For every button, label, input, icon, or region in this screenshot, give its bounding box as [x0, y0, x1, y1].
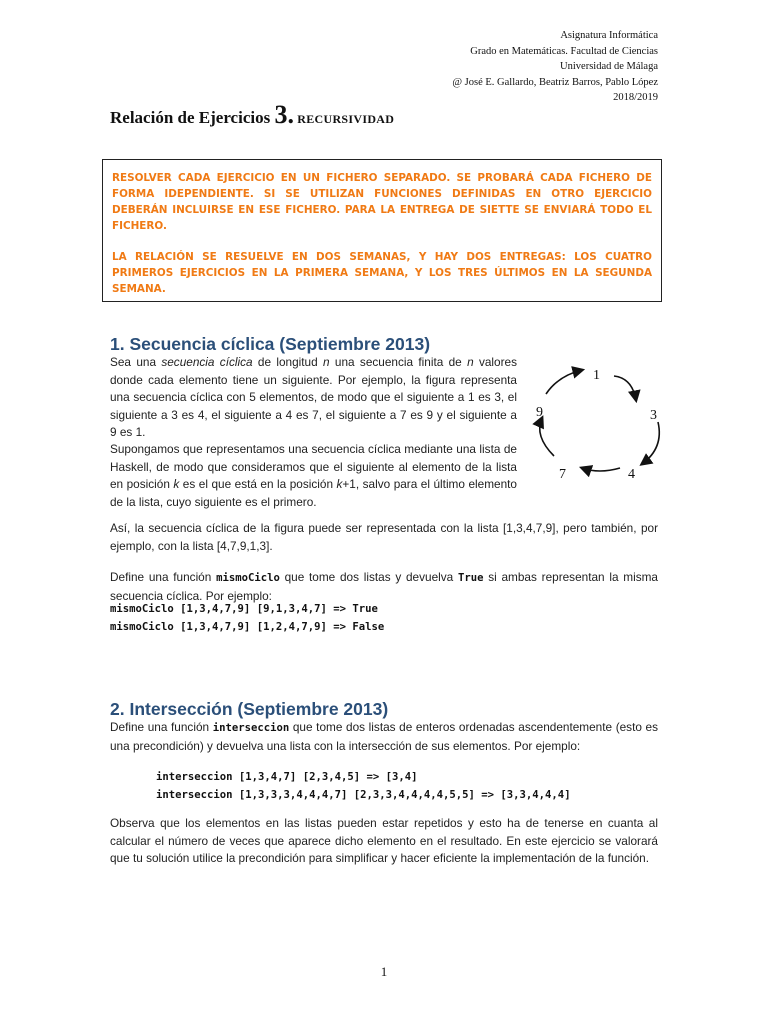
term-italic: secuencia cíclica — [161, 355, 253, 369]
cyclic-sequence-diagram — [524, 356, 674, 496]
header-authors: @ José E. Gallardo, Beatriz Barros, Pablo López — [452, 76, 658, 88]
title-subtitle: RECURSIVIDAD — [293, 112, 395, 126]
instructions-paragraph-1: RESOLVER CADA EJERCICIO EN UN FICHERO SEPARADO. SE PROBARÁ CADA FICHERO DE FORMA IDEPENDIENTE. SI SE UTILIZAN FUNCIONES DEFINIDAS EN OTRO EJERCICIO DEBERÁN INCLUIRSE EN ESE FICHERO. PARA LA ENTREGA DE SIETTE SE ENVIARÁ TODO EL FICHERO. — [112, 172, 652, 232]
header-year: 2018/2019 — [613, 92, 658, 103]
inline-code: True — [457, 572, 484, 584]
var-italic: n — [467, 355, 474, 369]
node-7: 7 — [559, 467, 566, 482]
node-1: 1 — [593, 368, 600, 383]
instructions-paragraph-2: LA RELACIÓN SE RESUELVE EN DOS SEMANAS, Y HAY DOS ENTREGAS: LOS CUATRO PRIMEROS EJERCICIOS EN LA PRIMERA SEMANA, Y LOS TRES ÚLTIMOS EN LA SEGUNDA SEMANA. — [112, 251, 652, 295]
text-run: +1, salvo para el último elemento de la lista, cuyo siguiente es el primero. — [110, 477, 517, 509]
section-2-paragraph-2: Observa que los elementos en las listas pueden estar repetidos y esto ha de tenerse en cuanta al calcular el número de veces que aparece dicho elemento en el resultado. En este ejercicio se valorará que tu solución utilice la precondición para simplificar y hacer eficiente la implementación de la función. — [110, 816, 658, 865]
inline-code: interseccion — [212, 722, 290, 734]
text-run: Supongamos que representamos una secuencia cíclica mediante una lista de Haskell, de modo que consideramos que el siguiente al elemento de la lista en posición — [110, 442, 517, 491]
code-example-1: mismoCiclo [1,3,4,7,9] [9,1,3,4,7] => True — [110, 603, 378, 615]
arrow-9-to-1 — [546, 370, 582, 394]
page-number: 1 — [380, 964, 388, 979]
node-9: 9 — [536, 405, 543, 420]
section-1-paragraph-1 — [110, 354, 517, 442]
page-title — [110, 100, 394, 130]
inline-code: mismoCiclo — [216, 572, 280, 584]
text-run: de longitud — [252, 355, 324, 369]
node-3: 3 — [650, 408, 657, 423]
title-number: 3. — [274, 100, 294, 129]
var-italic: n — [323, 355, 330, 369]
arrow-7-to-9 — [540, 418, 554, 456]
arrow-3-to-4 — [642, 422, 659, 464]
course-header — [452, 28, 658, 106]
text-run: Define una función — [110, 720, 213, 734]
text-run: valores donde cada elemento tiene un siguiente. Por ejemplo, la figura representa una secuencia cíclica con 5 elementos, de modo que el siguiente a 1 es 3, el siguiente a 3 es 4, el siguiente a 4 es 7, el siguiente a 7 es 9 y el siguiente a 9 es 1. — [110, 355, 517, 439]
header-degree: Grado en Matemáticas. Facultad de Ciencias — [470, 45, 658, 57]
code-example-4: interseccion [1,3,3,3,4,4,4,7] [2,3,3,4,4,4,4,5,5] => [3,3,4,4,4] — [156, 789, 571, 801]
text-run: una secuencia finita de — [329, 355, 468, 369]
title-prefix: Relación de Ejercicios — [110, 108, 275, 127]
section-1-paragraph-3: Así, la secuencia cíclica de la figura puede ser representada con la lista [1,3,4,7,9], pero también, por ejemplo, con la lista [4,7,9,1,3]. — [110, 521, 658, 553]
header-university: Universidad de Málaga — [560, 61, 658, 72]
var-italic: k — [173, 477, 180, 491]
code-example-2: mismoCiclo [1,3,4,7,9] [1,2,4,7,9] => False — [110, 621, 385, 633]
arrow-1-to-3 — [614, 376, 636, 400]
section-2-heading: 2. Intersección (Septiembre 2013) — [110, 699, 389, 719]
section-2-paragraph-1 — [110, 719, 658, 755]
section-1-heading: 1. Secuencia cíclica (Septiembre 2013) — [110, 334, 431, 354]
section-1-paragraph-2 — [110, 441, 517, 511]
arrow-4-to-7 — [582, 468, 620, 471]
node-4: 4 — [628, 467, 635, 482]
text-run: que tome dos listas de enteros ordenadas ascendentemente (esto es una precondición) y devuelva una lista con la intersección de sus elementos. Por ejemplo: — [110, 720, 659, 753]
var-italic: k — [336, 477, 343, 491]
header-subject: Asignatura Informática — [560, 30, 658, 41]
text-run: que tome dos listas y devuelva — [279, 570, 458, 584]
code-example-3: interseccion [1,3,4,7] [2,3,4,5] => [3,4] — [156, 771, 418, 783]
text-run: Define una función — [110, 570, 217, 584]
text-run: Sea una — [110, 355, 162, 369]
section-1-paragraph-4 — [110, 569, 658, 605]
instructions-box — [102, 159, 662, 302]
text-run: es el que está en la posición — [179, 477, 337, 491]
text-run: si ambas representan la misma secuencia cíclica. Por ejemplo: — [110, 570, 658, 603]
